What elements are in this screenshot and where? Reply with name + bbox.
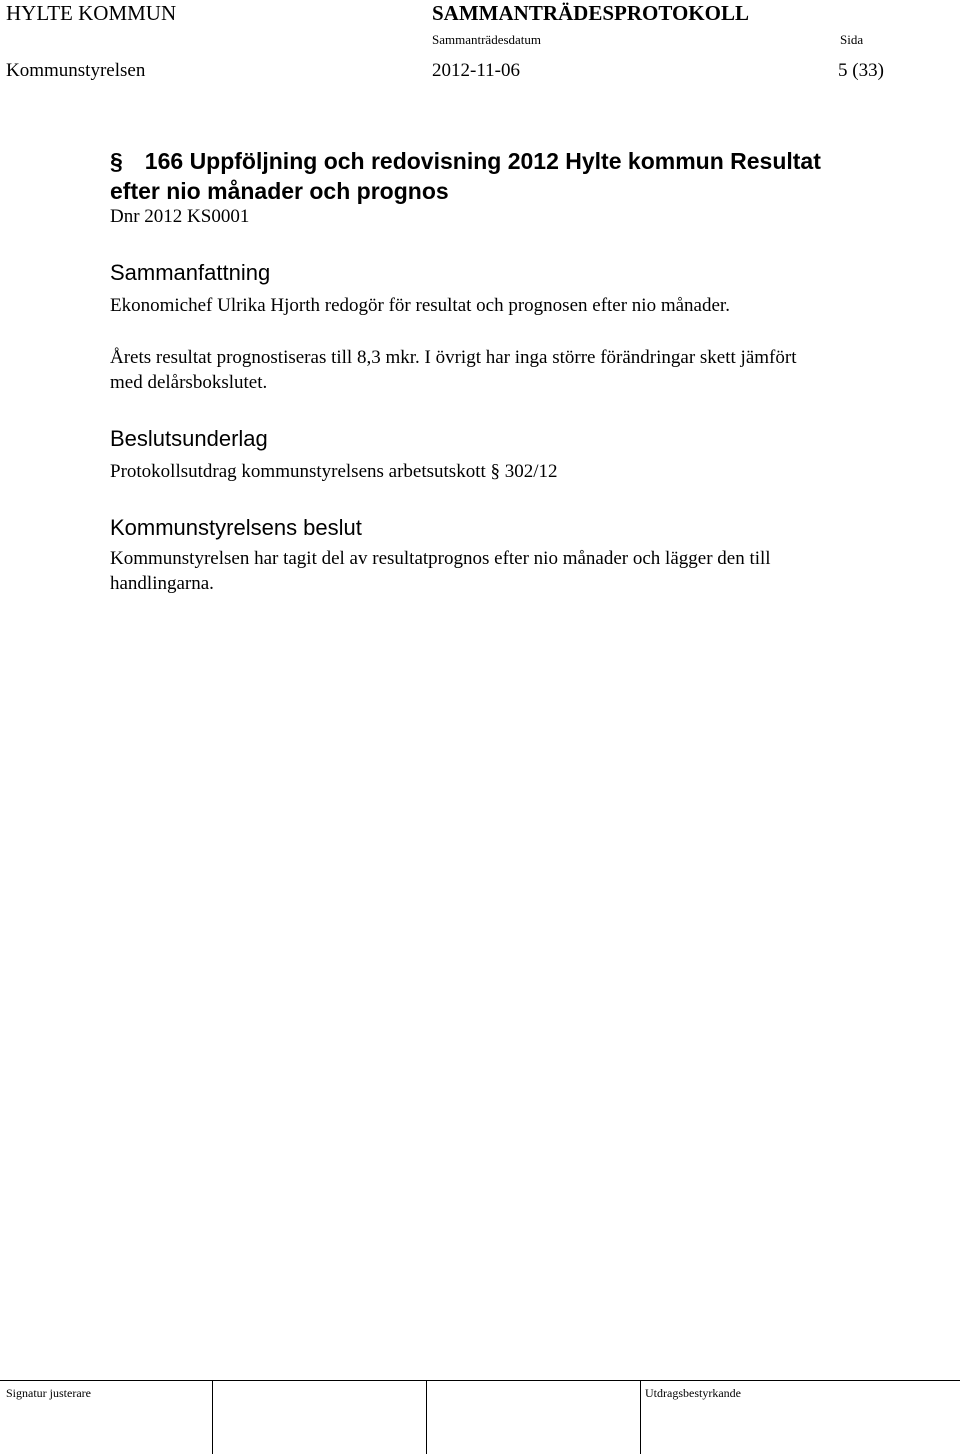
item-title-line-2: efter nio månader och prognos [110, 178, 449, 204]
item-title-line-1: Uppföljning och redovisning 2012 Hylte kommun Resultat [189, 148, 821, 174]
page-number: 5 (33) [838, 60, 884, 81]
summary-paragraph-2-line-1: Årets resultat prognostiseras till 8,3 mkr. I övrigt har inga större förändringar skett jämfört [110, 347, 797, 368]
item-heading-line-1 [110, 146, 930, 176]
decision-heading: Kommunstyrelsens beslut [110, 515, 362, 540]
signature-label: Signatur justerare [6, 1386, 91, 1400]
excerpt-certification-label: Utdragsbestyrkande [645, 1386, 741, 1400]
page-label: Sida [840, 32, 864, 47]
meeting-date: 2012-11-06 [432, 60, 520, 81]
decision-text-line-1: Kommunstyrelsen har tagit del av resultatprognos efter nio månader och lägger den till [110, 548, 771, 569]
basis-text: Protokollsutdrag kommunstyrelsens arbetsutskott § 302/12 [110, 461, 558, 482]
decision-text-line-2: handlingarna. [110, 573, 214, 594]
document-title: SAMMANTRÄDESPROTOKOLL [432, 1, 749, 25]
summary-paragraph-2 [110, 345, 930, 395]
meeting-date-label: Sammanträdesdatum [432, 32, 542, 47]
summary-heading: Sammanfattning [110, 260, 271, 285]
footer-divider [426, 1380, 427, 1454]
summary-paragraph-2-line-2: med delårsbokslutet. [110, 372, 268, 393]
footer-divider [640, 1380, 641, 1454]
basis-heading: Beslutsunderlag [110, 426, 268, 451]
committee-name: Kommunstyrelsen [6, 60, 146, 81]
paragraph-sign: § [110, 148, 123, 174]
item-heading [110, 146, 930, 206]
footer-rule [0, 1380, 960, 1381]
organization-name: HYLTE KOMMUN [6, 1, 177, 25]
diary-number: Dnr 2012 KS0001 [110, 206, 250, 227]
footer-divider [212, 1380, 213, 1454]
item-number: 166 [144, 148, 184, 174]
summary-paragraph-1: Ekonomichef Ulrika Hjorth redogör för resultat och prognosen efter nio månader. [110, 295, 730, 316]
decision-text [110, 546, 930, 596]
